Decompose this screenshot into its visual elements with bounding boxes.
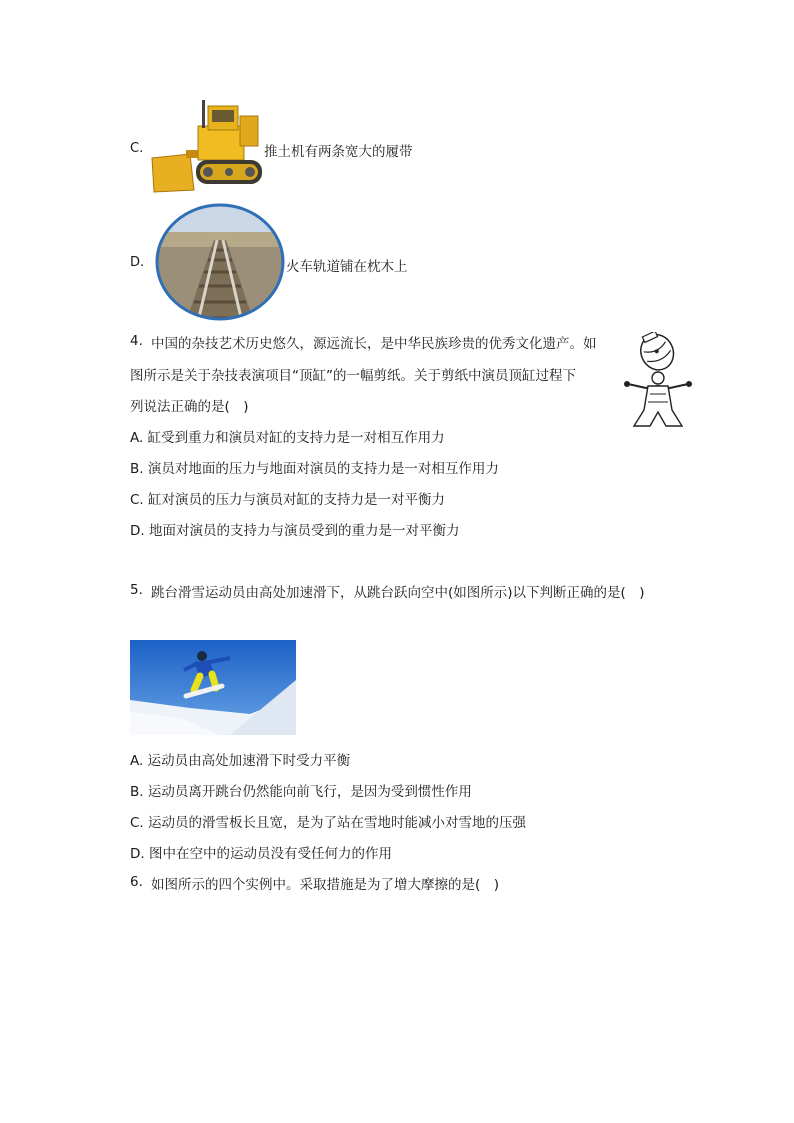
question-6-number: 6. <box>130 874 143 890</box>
question-5-option-b[interactable]: B. 运动员离开跳台仍然能向前飞行，是因为受到惯性作用 <box>130 784 472 800</box>
option-d-text: 火车轨道铺在枕木上 <box>286 259 408 275</box>
option-c-text: 推土机有两条宽大的履带 <box>264 144 413 160</box>
question-6-stem: 如图所示的四个实例中。采取措施是为了增大摩擦的是( ) <box>151 877 500 893</box>
question-5-stem: 跳台滑雪运动员由高处加速滑下，从跳台跃向空中(如图所示)以下判断正确的是( ) <box>151 585 645 601</box>
jar-balancing-papercut-image <box>620 332 696 430</box>
question-4-option-c[interactable]: C. 缸对演员的压力与演员对缸的支持力是一对平衡力 <box>130 492 446 508</box>
question-4-stem-line-3: 列说法正确的是( ) <box>130 399 249 415</box>
question-4-number: 4. <box>130 333 143 349</box>
question-5-option-a[interactable]: A. 运动员由高处加速滑下时受力平衡 <box>130 753 351 769</box>
railway-track-image <box>154 202 286 322</box>
question-4-option-a[interactable]: A. 缸受到重力和演员对缸的支持力是一对相互作用力 <box>130 430 445 446</box>
question-5-number: 5. <box>130 582 143 598</box>
option-d-letter: D. <box>130 255 145 270</box>
question-5-option-c[interactable]: C. 运动员的滑雪板长且宽，是为了站在雪地时能减小对雪地的压强 <box>130 815 527 831</box>
snowboarder-image <box>130 640 296 735</box>
question-4-option-d[interactable]: D. 地面对演员的支持力与演员受到的重力是一对平衡力 <box>130 523 460 539</box>
bulldozer-image <box>150 98 264 194</box>
option-c-letter: C. <box>130 141 144 156</box>
question-5-option-d[interactable]: D. 图中在空中的运动员没有受任何力的作用 <box>130 846 392 862</box>
question-4-option-b[interactable]: B. 演员对地面的压力与地面对演员的支持力是一对相互作用力 <box>130 461 499 477</box>
question-4-stem-line-2: 图所示是关于杂技表演项目“顶缸”的一幅剪纸。关于剪纸中演员顶缸过程下 <box>130 368 576 384</box>
question-4-stem-line-1: 中国的杂技艺术历史悠久，源远流长，是中华民族珍贵的优秀文化遗产。如 <box>151 336 597 352</box>
